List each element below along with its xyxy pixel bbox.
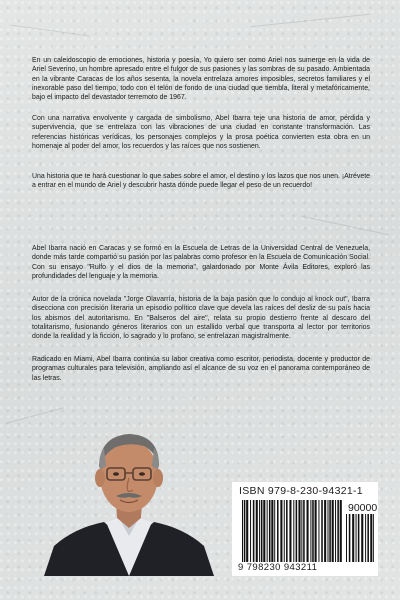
price-code: 90000 [348, 502, 378, 514]
barcode-digits: 9 798230 943211 [238, 562, 318, 573]
synopsis-paragraph-3: Una historia que te hará cuestionar lo que sabes sobre el amor, el destino y los lazos que nos unen. ¡Atrévete a entrar en el mundo de Ariel y descubrir hasta dónde puede llegar el peso de un recuerdo! [32, 173, 370, 190]
author-bio-paragraph-1: Abel Ibarra nació en Caracas y se formó en la Escuela de Letras de la Universidad Central de Venezuela, donde más tarde compartió su pasión por las palabras como profesor en la Escuela de Comunicación Social. Con su ensayo "Rulfo y el dios de la memoria", galardonado por Monte Ávila Editores, exploró las profundidades del lenguaje y la memoria. [32, 245, 370, 280]
texture-crack [250, 14, 369, 28]
barcode-bars [242, 500, 342, 562]
author-bio-paragraph-3: Radicado en Miami, Abel Ibarra continúa su labor creativa como escritor, periodista, docente y productor de programas culturales para televisión, ampliando así el alcance de su voz en el panorama contemporáneo de las letras. [32, 356, 370, 382]
synopsis-paragraph-1: En un caleidoscopio de emociones, historia y poesía, Yo quiero ser como Ariel nos sumerge en la vida de Ariel Severino, un hombre apresado entre el fulgor de sus pasiones y las sombras de su pasado. Ambientada en la vibrante Caracas de los años sesenta, la novela entrelaza amores imposibles, secretos familiares y el inexorable paso del tiempo, todo con el telón de fondo de una ciudad que tiembla, literal y metafóricamente, bajo el impacto del devastador terremoto de 1967. [32, 57, 370, 102]
texture-crack [10, 24, 89, 36]
author-bio-paragraph-2: Autor de la crónica novelada "Jorge Olavarría, historia de la baja pasión que lo condujo al knock out", Ibarra disecciona con precisión literaria un episodio político clave que devela las raíces del desliz de su país hacia los abismos del autoritarismo. En "Balseros del aire", relata su propio destierro frente al descaro del totalitarismo, fusionando géneros literarios con un estallido verbal que transporta al lector por territorios donde la realidad y la ficción, lo sagrado y lo profano, se entrelazan magistralmente. [32, 296, 370, 341]
texture-crack [301, 216, 389, 236]
author-photo [44, 418, 214, 576]
isbn-barcode [232, 482, 378, 576]
isbn-label: ISBN 979-8-230-94321-1 [239, 485, 363, 497]
synopsis-paragraph-2: Con una narrativa envolvente y cargada de simbolismo, Abel Ibarra teje una historia de amor, pérdida y supervivencia, que se entrelaza con las vibraciones de una ciudad en constante transformación. Las referencias históricas verídicas, los personajes complejos y la prosa poética convierten esta obra en un homenaje al poder del amor, los recuerdos y las raíces que nos sostienen. [32, 115, 370, 150]
price-addon-bars [346, 514, 374, 562]
